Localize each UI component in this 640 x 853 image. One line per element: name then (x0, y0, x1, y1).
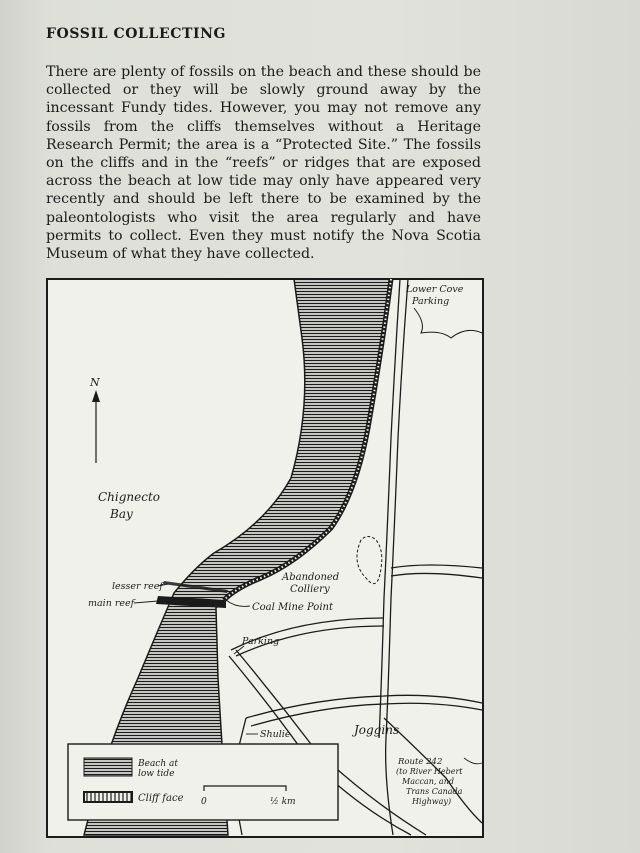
abandoned-label: Abandoned (282, 572, 340, 583)
route-label-2: (to River Hebert (396, 767, 463, 776)
body-paragraph: There are plenty of fossils on the beach and these should be collected or they will be slowly ground away by the incessant Fundy tides. However, you may not remove any fossils from the cliffs themselves without a Heritage Research Permit; the area is a “Protected Site.” The fossils on the cliffs and in the “reefs” or ridges that are exposed across the beach at low tide may only have appeared very recently and should be left there to be examined by the paleontologists who visit the area regularly and have permits to collect. Even they must notify the Nova Scotia Museum of what they have collected. (46, 64, 481, 263)
joggins-label: Joggins (354, 723, 400, 737)
north-label: N (90, 376, 100, 389)
scale-end-label: ½ km (270, 797, 296, 807)
lower-cove-parking-label: Parking (412, 296, 450, 307)
parking-label: Parking (242, 636, 280, 647)
coal-mine-point-label: Coal Mine Point (252, 602, 333, 613)
route-label-3: Maccan, and (402, 777, 454, 786)
shulie-label: Shulie (260, 729, 291, 740)
legend-beach-label-1: Beach at (138, 759, 178, 769)
map-figure (46, 278, 484, 838)
legend-cliff-swatch (84, 792, 132, 802)
main-reef-label: main reef (88, 598, 135, 609)
lower-cove-label: Lower Cove (406, 284, 464, 295)
lesser-reef-label: lesser reef (112, 581, 163, 592)
route-label-5: Highway) (412, 797, 452, 806)
bay-label-line1: Chignecto (98, 490, 161, 504)
route-label-4: Trans Canada (406, 787, 463, 796)
legend-cliff-label: Cliff face (138, 793, 184, 804)
legend-beach-swatch (84, 758, 132, 776)
bay-label-line2: Bay (110, 507, 133, 521)
colliery-label: Colliery (290, 584, 330, 595)
route-label-1: Route 242 (398, 757, 443, 767)
map-legend (68, 744, 338, 820)
legend-beach-label-2: low tide (138, 769, 175, 779)
section-heading: FOSSIL COLLECTING (46, 26, 227, 42)
scale-start-label: 0 (201, 797, 207, 807)
joggins-map (46, 278, 484, 838)
